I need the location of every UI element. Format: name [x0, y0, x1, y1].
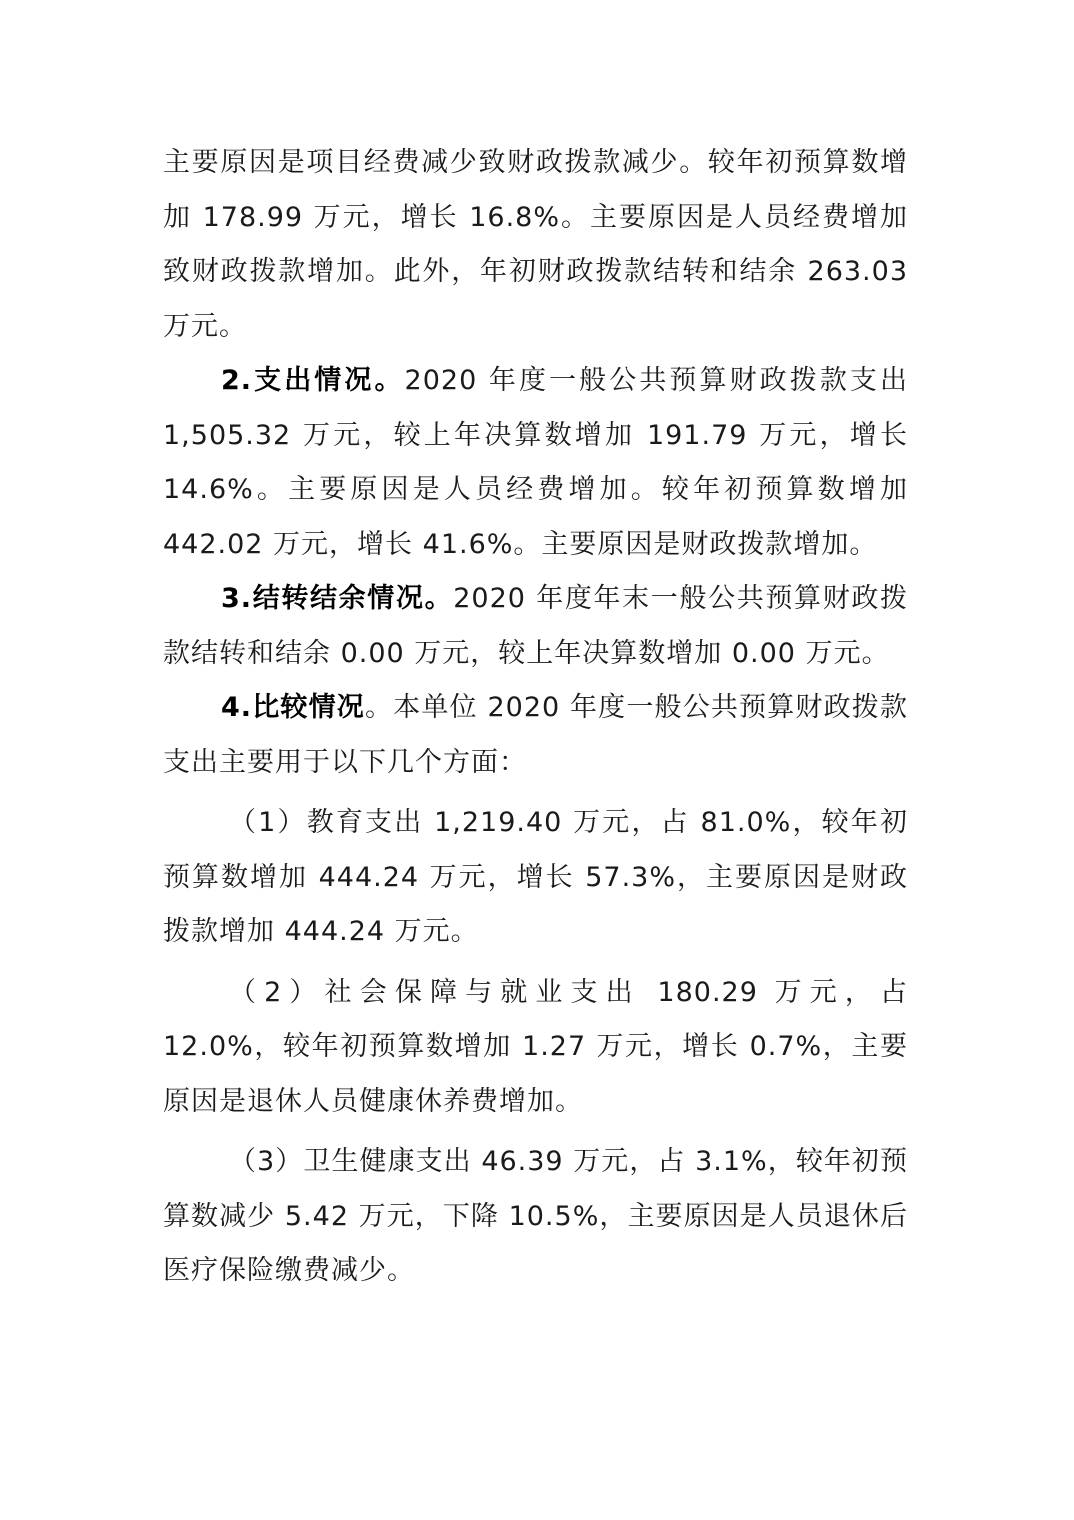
list-item-education: （1）教育支出 1,219.40 万元，占 81.0%，较年初预算数增加 444.24 万元，增长 57.3%，主要原因是财政拨款增加 444.24 万元。 [163, 807, 908, 947]
paragraph-expenditure [163, 354, 908, 572]
heading-carryover: 3.结转结余情况。 [221, 583, 454, 614]
carryover-text: 2020 年度年末一般公共预算财政拨款结转和结余 0.00 万元，较上年决算数增加 0.00 万元。 [163, 583, 908, 669]
list-item-health: （3）卫生健康支出 46.39 万元，占 3.1%，较年初预算数减少 5.42 万元，下降 10.5%，主要原因是人员退休后医疗保险缴费减少。 [163, 1146, 908, 1286]
comparison-text: 。本单位 2020 年度一般公共预算财政拨款支出主要用于以下几个方面： [163, 692, 908, 778]
body-text [163, 136, 908, 1299]
list-item-social-security: （2）社会保障与就业支出 180.29 万元，占 12.0%，较年初预算数增加 1.27 万元，增长 0.7%，主要原因是退休人员健康休养费增加。 [163, 976, 908, 1117]
heading-comparison: 4.比较情况 [221, 692, 365, 723]
paragraph-comparison [163, 681, 908, 790]
heading-expenditure: 2.支出情况。 [221, 365, 405, 396]
paragraph-carryover [163, 572, 908, 681]
expenditure-text: 2020 年度一般公共预算财政拨款支出 1,505.32 万元，较上年决算数增加 191.79 万元，增长 14.6%。主要原因是人员经费增加。较年初预算数增加 442.02 万元，增长 41.6%。主要原因是财政拨款增加。 [163, 365, 909, 560]
paragraph-revenue-summary: 主要原因是项目经费减少致财政拨款减少。较年初预算数增加 178.99 万元，增长 16.8%。主要原因是人员经费增加致财政拨款增加。此外，年初财政拨款结转和结余 263.03 万元。 [163, 147, 908, 342]
